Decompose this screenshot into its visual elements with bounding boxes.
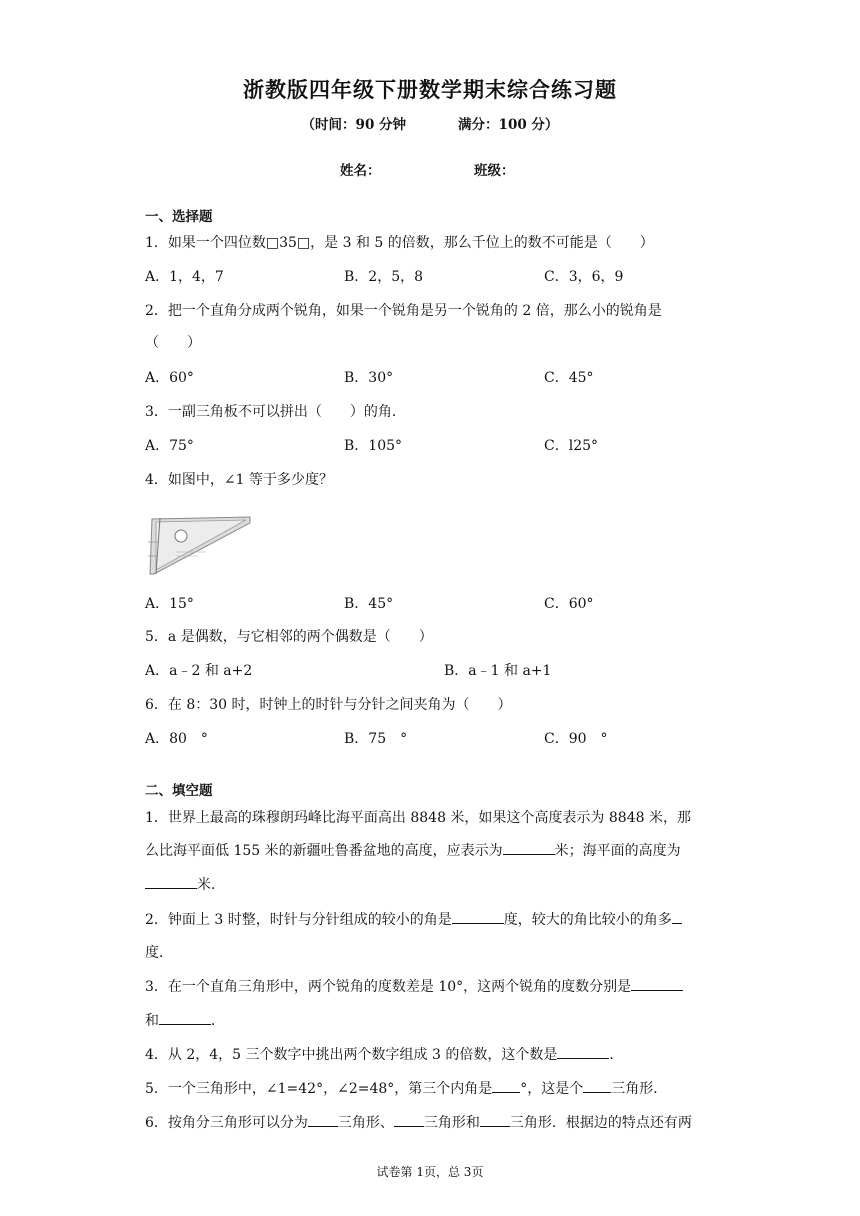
question-text: 1．世界上最高的珠穆朗玛峰比海平面高出 8848 米，如果这个高度表示为 8848 米，那 xyxy=(145,810,691,826)
option-c: C．45° xyxy=(544,370,594,386)
option-c: C．90 ° xyxy=(544,731,608,747)
option-c: C．3，6，9 xyxy=(544,269,624,285)
section-heading-choice: 一、选择题 xyxy=(145,209,213,225)
question-text: 2．把一个直角分成两个锐角，如果一个锐角是另一个锐角的 2 倍，那么小的锐角是 xyxy=(145,303,662,319)
answer-blank[interactable] xyxy=(145,874,197,889)
question-text-cont: （ ） xyxy=(145,335,201,351)
question-text: 度． xyxy=(145,945,173,961)
answer-blank[interactable] xyxy=(492,1078,520,1093)
section-heading-fill: 二、填空题 xyxy=(145,783,213,799)
question-text: 4．从 2，4，5 三个数字中挑出两个数字组成 3 的倍数，这个数是 ． xyxy=(145,1044,623,1064)
question-text: 1．如果一个四位数□35□，是 3 和 5 的倍数，那么千位上的数不可能是（ ） xyxy=(145,235,654,251)
name-label: 姓名： xyxy=(340,163,381,179)
answer-blank[interactable] xyxy=(308,1112,338,1127)
question-text: 6．在 8：30 时，时钟上的时针与分针之间夹角为（ ） xyxy=(145,697,512,713)
answer-blank[interactable] xyxy=(503,840,555,855)
option-c: C．l25° xyxy=(544,438,599,454)
answer-blank[interactable] xyxy=(394,1112,424,1127)
option-a: A．a﹣2 和 a+2 xyxy=(145,663,253,679)
question-text: 4．如图中，∠1 等于多少度？ xyxy=(145,472,333,488)
answer-blank[interactable] xyxy=(672,909,682,924)
option-b: B．30° xyxy=(344,370,394,386)
question-text: 5．a 是偶数，与它相邻的两个偶数是（ ） xyxy=(145,629,433,645)
option-a: A．1，4，7 xyxy=(145,269,224,285)
question-text: 3．一副三角板不可以拼出（ ）的角． xyxy=(145,404,406,420)
answer-blank[interactable] xyxy=(583,1078,611,1093)
option-b: B．45° xyxy=(344,596,394,612)
full-score: 满分：100 分） xyxy=(458,117,559,133)
option-c: C．60° xyxy=(544,596,594,612)
exam-info xyxy=(0,113,860,133)
answer-blank[interactable] xyxy=(480,1112,510,1127)
option-b: B．a﹣1 和 a+1 xyxy=(444,663,552,679)
question-text: 么比海平面低 155 米的新疆吐鲁番盆地的高度，应表示为 米；海平面的高度为 xyxy=(145,840,681,860)
option-b: B．2，5，8 xyxy=(344,269,424,285)
answer-blank[interactable] xyxy=(557,1044,609,1059)
question-text: 3．在一个直角三角形中，两个锐角的度数差是 10°，这两个锐角的度数分别是 xyxy=(145,976,683,996)
page-title: 浙教版四年级下册数学期末综合练习题 xyxy=(243,77,617,102)
option-a: A．60° xyxy=(145,370,194,386)
option-b: B．75 ° xyxy=(344,731,408,747)
question-text: 米． xyxy=(145,874,225,894)
option-b: B．105° xyxy=(344,438,403,454)
question-text: 6．按角分三角形可以分为 三角形、 三角形和 三角形．根据边的特点还有两 xyxy=(145,1112,692,1132)
question-text: 和 ． xyxy=(145,1010,225,1030)
set-square-figure xyxy=(146,512,252,578)
class-label: 班级： xyxy=(474,163,515,179)
option-a: A．80 ° xyxy=(145,731,208,747)
time-limit: （时间：90 分钟 xyxy=(301,117,407,133)
answer-blank[interactable] xyxy=(452,909,504,924)
answer-blank[interactable] xyxy=(631,976,683,991)
option-a: A．75° xyxy=(145,438,194,454)
question-text: 5．一个三角形中，∠1=42°，∠2=48°，第三个内角是 °，这是个 三角形． xyxy=(145,1078,667,1098)
answer-blank[interactable] xyxy=(159,1010,211,1025)
page-footer: 试卷第 1页，总 3页 xyxy=(376,1165,484,1179)
question-text: 2．钟面上 3 时整，时针与分针组成的较小的角是 度，较大的角比较小的角多 xyxy=(145,909,682,929)
option-a: A．15° xyxy=(145,596,194,612)
